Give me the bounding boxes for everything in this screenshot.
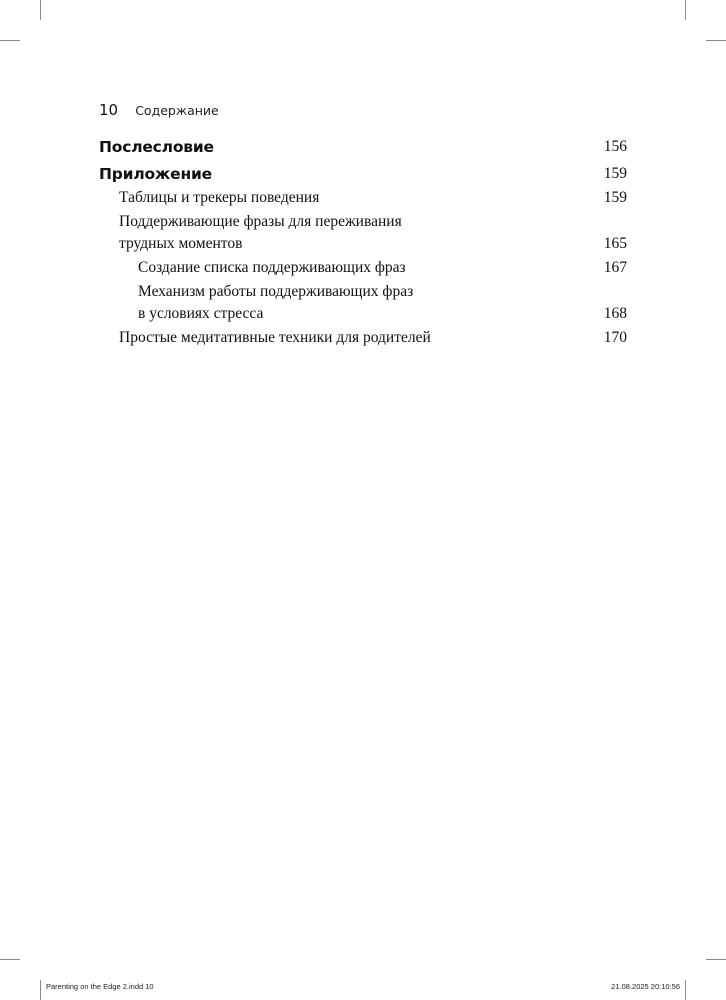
crop-mark-left-top [0, 40, 20, 41]
toc-entry-title-line: Простые медитативные техники для родителей [119, 329, 431, 346]
toc-entry-title-line: Таблицы и трекеры поведения [119, 189, 320, 206]
toc-entry-page: 165 [603, 235, 627, 252]
toc-entry-page: 156 [603, 138, 627, 155]
crop-mark-right-top [706, 40, 726, 41]
toc-entry-title-line: трудных моментов [119, 235, 243, 252]
toc-entry [99, 327, 627, 349]
running-head-section: Содержание [135, 103, 219, 118]
toc-entry [99, 211, 627, 255]
slug-timestamp: 21.08.2025 20:10:56 [611, 982, 680, 991]
crop-mark-bottom-left [40, 980, 41, 1000]
toc-entry-title-line: Механизм работы поддерживающих фраз [138, 283, 414, 300]
toc-entry [99, 281, 627, 325]
toc-entry-title [119, 211, 627, 255]
slug-file-name: Parenting on the Edge 2.indd 10 [46, 982, 154, 991]
toc-entry [99, 163, 627, 185]
toc-entry-title [99, 136, 627, 158]
page-number: 10 [99, 101, 119, 119]
crop-mark-left-bottom [0, 959, 20, 960]
toc-entry-page: 170 [603, 329, 627, 346]
toc-entry-page: 159 [603, 189, 627, 206]
crop-mark-bottom-right [685, 980, 686, 1000]
toc-entry-title-line: Поддерживающие фразы для переживания [119, 213, 402, 230]
toc-entry-title [119, 327, 627, 349]
table-of-contents [99, 136, 627, 349]
toc-entry [99, 136, 627, 158]
toc-entry-title-line: в условиях стресса [138, 305, 264, 322]
toc-entry [99, 187, 627, 209]
crop-mark-top-left [40, 0, 41, 20]
toc-entry-title [119, 187, 627, 209]
toc-entry-title [99, 163, 627, 185]
toc-entry-title [138, 281, 627, 325]
crop-mark-right-bottom [706, 959, 726, 960]
crop-mark-top-right [685, 0, 686, 20]
toc-entry-title-line: Приложение [99, 165, 212, 183]
toc-entry-title [138, 257, 627, 279]
toc-entry-title-line: Создание списка поддерживающих фраз [138, 259, 406, 276]
toc-entry-page: 168 [603, 305, 627, 322]
running-head [99, 100, 219, 119]
toc-entry [99, 257, 627, 279]
toc-entry-page: 159 [603, 165, 627, 182]
toc-entry-page: 167 [603, 259, 627, 276]
toc-entry-title-line: Послесловие [99, 138, 214, 156]
